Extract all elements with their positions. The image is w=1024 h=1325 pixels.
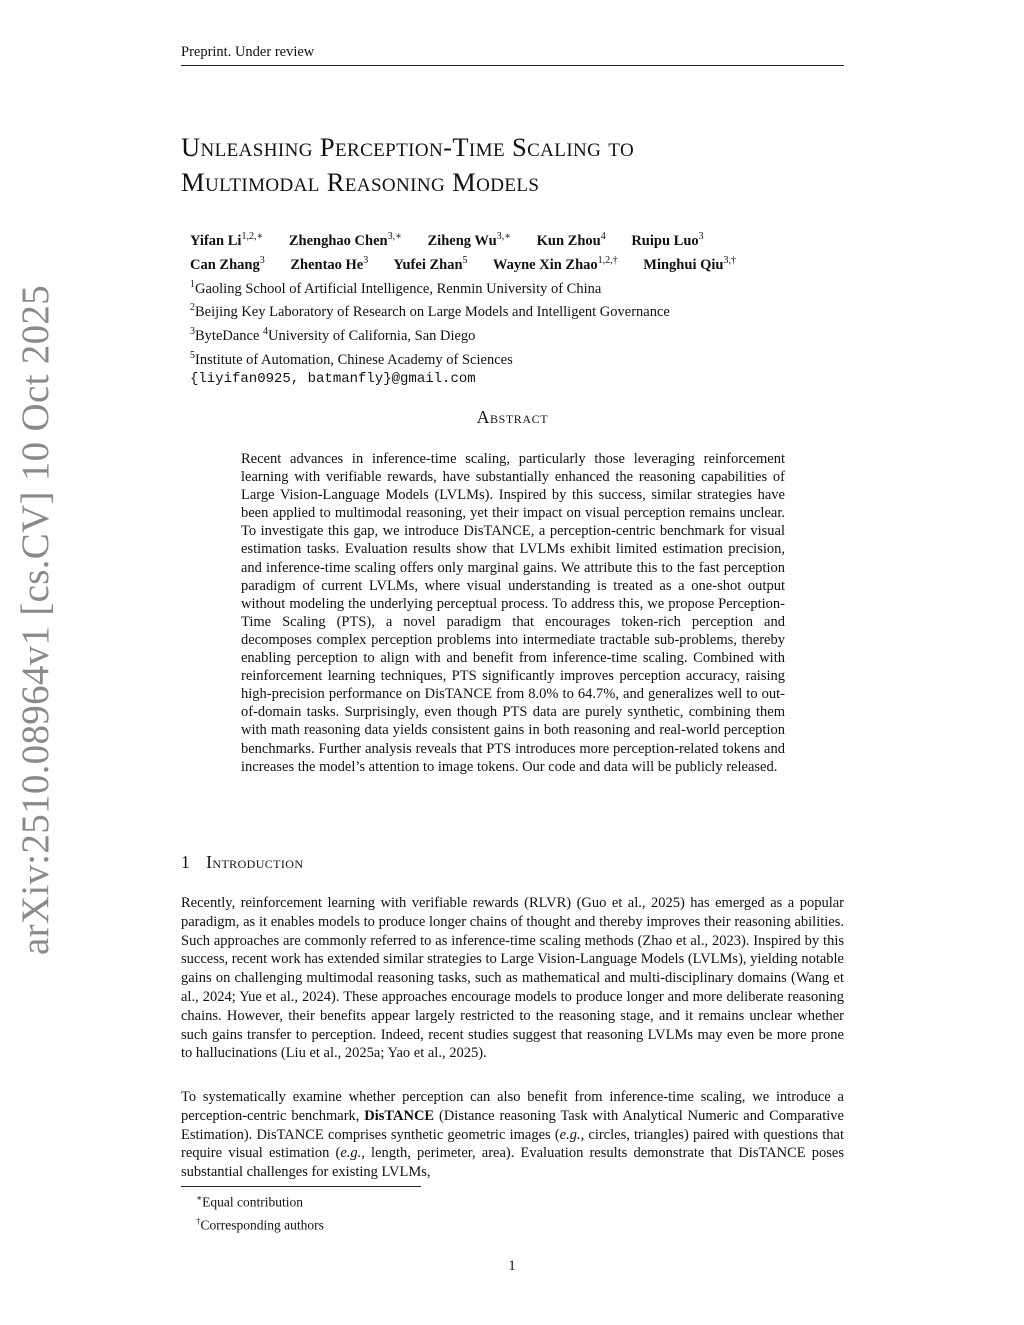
author-name: Can Zhang [190, 256, 260, 273]
emphasis-text: e.g., [559, 1126, 585, 1143]
author-affiliation-mark: 3 [259, 254, 265, 266]
footnote-rule [181, 1186, 421, 1187]
section-number: 1 [181, 852, 191, 872]
author-line-2 [190, 251, 844, 275]
author-block [190, 227, 844, 389]
author [190, 254, 265, 273]
affiliation-mark: 3 [190, 326, 195, 338]
affiliation-mark: 4 [263, 326, 269, 338]
footnote-corresponding-authors [196, 1212, 324, 1235]
author-affiliation-mark: 3,† [723, 254, 736, 266]
author-affiliation-mark: 3,∗ [387, 231, 402, 242]
author-affiliation-mark: 5 [462, 254, 468, 266]
author [190, 233, 263, 249]
contact-email[interactable]: {liyifan0925, batmanfly}@gmail.com [190, 370, 476, 387]
author [631, 233, 703, 249]
author-name: Zhenghao Chen [288, 232, 388, 249]
page-number: 1 [508, 1258, 516, 1274]
paragraph-text: length, perimeter, area). Evaluation results demonstrate that DisTANCE poses substantial challenges for existing LVLMs, [181, 1145, 844, 1181]
affiliation-text: Institute of Automation, Chinese Academy of Sciences [195, 351, 513, 368]
paragraph-text: circles, triangles) paired with questions that require visual estimation ( [181, 1126, 845, 1162]
author-affiliation-mark: 3,∗ [496, 231, 511, 242]
affiliation [190, 346, 844, 370]
author [393, 254, 468, 273]
author-name: Zhentao He [290, 256, 364, 273]
affiliation-mark: 2 [190, 302, 195, 314]
title-line-1: Unleashing Perception-Time Scaling to [181, 132, 635, 162]
paragraph-text: (Distance reasoning Task with Analytical Numeric and Comparative Estimation). DisTANCE comprises synthetic geometric images ( [181, 1107, 844, 1143]
affiliation-text: Gaoling School of Artificial Intelligence, Renmin University of China [195, 280, 602, 297]
author [289, 233, 402, 249]
emphasis-text: e.g., [340, 1145, 365, 1162]
affiliation-mark: 1 [190, 278, 195, 290]
author [537, 233, 606, 249]
author-name: Yifan Li [190, 232, 242, 249]
footnote-mark: ∗ [196, 1193, 203, 1203]
abstract-text: Recent advances in inference-time scaling, particularly those leveraging reinforcement learning with verifiable rewards, have substantially enhanced the reasoning capabilities of Large Vision-Language Models (LVLMs). Inspired by this success, similar strategies have been applied to multimodal reasoning, yet their impact on visual perception remains unclear. To investigate this gap, we introduce DisTANCE, a perception-centric benchmark for visual estimation tasks. Evaluation results show that LVLMs exhibit limited estimation precision, and inference-time scaling offers only marginal gains. We attribute this to the fast perception paradigm of current LVLMs, where visual understanding is treated as a one-shot output without modeling the underlying perceptual process. To address this, we propose Perception-Time Scaling (PTS), a novel paradigm that encourages token-rich perception and decomposes complex perception problems into intermediate tractable sub-problems, thereby enabling perception to align with and benefit from inference-time scaling. Combined with reinforcement learning techniques, PTS significantly improves perception accuracy, raising high-precision performance on DisTANCE from 8.0% to 64.7%, and generalizes well to out-of-domain tasks. Surprisingly, even though PTS data are purely synthetic, combining them with math reasoning data yields consistent gains in both reasoning and real-world perception benchmarks. Further analysis reveals that PTS introduces more perception-related tokens and increases the model’s attention to image tokens. Our code and data will be publicly released. [241, 451, 785, 775]
footnote-text: Corresponding authors [200, 1217, 324, 1232]
footnote-equal-contribution [196, 1189, 324, 1212]
benchmark-name: DisTANCE [364, 1107, 435, 1124]
author-name: Kun Zhou [536, 232, 601, 249]
paragraph-text: To systematically examine whether perception can also benefit from inference-time scaling, we introduce a perception-centric benchmark, [181, 1089, 844, 1124]
author-name: Wayne Xin Zhao [492, 256, 598, 273]
arxiv-identifier[interactable]: arXiv:2510.08964v1 [cs.CV] 10 Oct 2025 [14, 285, 57, 955]
running-header: Preprint. Under review [181, 44, 315, 60]
author-affiliation-mark: 4 [600, 231, 606, 242]
author-name: Minghui Qiu [643, 256, 724, 273]
affiliation [190, 275, 844, 299]
affiliation-mark: 5 [190, 350, 195, 362]
affiliation [190, 298, 844, 322]
paper-title [181, 130, 844, 200]
section-title: Introduction [206, 852, 304, 872]
affiliation [190, 322, 844, 346]
author-affiliation-mark: 3 [363, 254, 369, 266]
intro-paragraph-1: Recently, reinforcement learning with verifiable rewards (RLVR) (Guo et al., 2025) has emerged as a popular paradigm, as it enables models to produce longer chains of thought and thereby improves their reasoning abilities. Such approaches are commonly referred to as inference-time scaling methods (Zhao et al., 2023). Inspired by this success, recent work has extended similar strategies to Large Vision-Language Models (LVLMs), yielding notable gains on challenging multimodal reasoning tasks, such as mathematical and multi-disciplinary domains (Wang et al., 2024; Yue et al., 2024). These approaches encourage models to produce longer and more deliberate reasoning chains. However, their benefits appear largely restricted to the reasoning stage, and it remains unclear whether such gains transfer to perception. Indeed, recent studies suggest that reasoning LVLMs may even be more prone to hallucinations (Liu et al., 2025a; Yao et al., 2025). [181, 895, 844, 1062]
affiliation-text: University of California, San Diego [268, 328, 476, 345]
author-name: Ziheng Wu [427, 232, 497, 249]
affiliation-text: ByteDance [195, 328, 264, 345]
author-affiliation-mark: 1,2,∗ [241, 231, 264, 242]
author-name: Yufei Zhan [393, 256, 463, 273]
author-name: Ruipu Luo [631, 232, 699, 249]
header-rule [181, 65, 844, 66]
abstract-heading: Abstract [476, 407, 549, 427]
affiliation-text: Beijing Key Laboratory of Research on Large Models and Intelligent Governance [195, 304, 670, 321]
footnote-text: Equal contribution [202, 1194, 303, 1210]
title-line-2: Multimodal Reasoning Models [181, 167, 540, 197]
author [492, 254, 618, 273]
footnote-mark: † [196, 1215, 201, 1226]
section-heading-introduction [181, 852, 303, 873]
author [290, 254, 369, 273]
author [428, 233, 511, 249]
author-affiliation-mark: 3 [698, 231, 704, 242]
author-affiliation-mark: 1,2,† [597, 254, 618, 266]
author [643, 254, 736, 273]
intro-paragraph-2 [181, 1088, 844, 1182]
footnotes [196, 1189, 324, 1234]
author-line-1 [190, 227, 844, 251]
